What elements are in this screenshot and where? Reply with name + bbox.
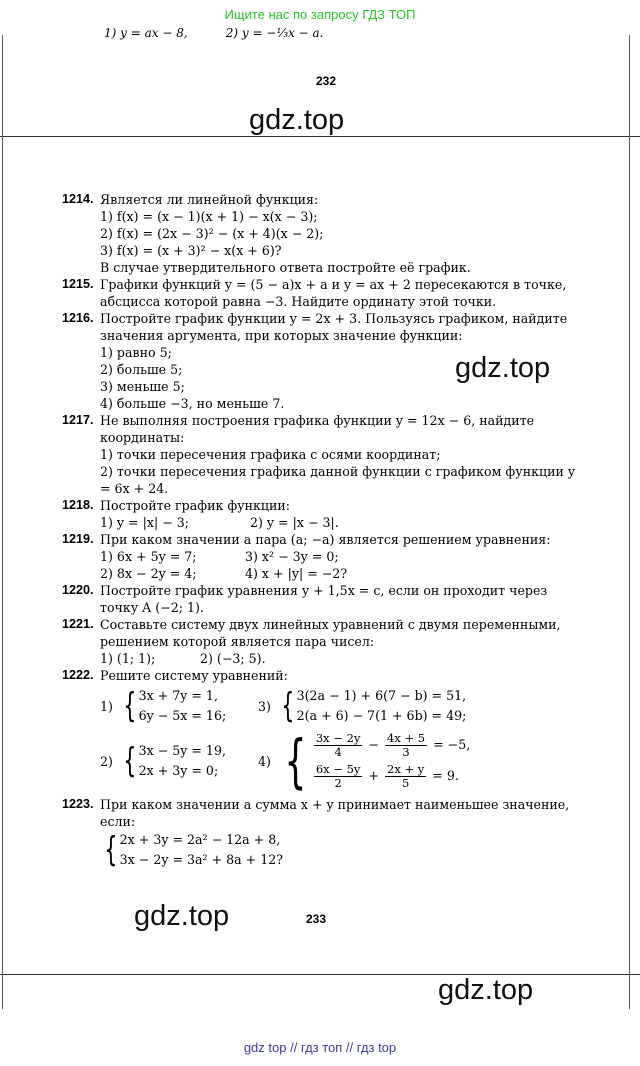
equation-system-2 xyxy=(100,732,258,790)
problem-item: 1) 6x + 5y = 7; xyxy=(100,549,197,564)
problem-text: Не выполняя построения графика функции y = 12x − 6, найдите координаты: xyxy=(100,413,535,445)
denominator: 4 xyxy=(334,745,342,759)
problem-number: 1214. xyxy=(62,192,94,206)
problem-1221 xyxy=(62,616,582,650)
denominator: 2 xyxy=(334,776,342,790)
prev-page-fragment: 1) y = ax − 8, 2) y = −⅓x − a. xyxy=(104,26,324,40)
problem-text: При каком значении a пара (a; −a) является решением уравнения: xyxy=(100,532,551,547)
problem-number: 1216. xyxy=(62,311,94,325)
denominator: 3 xyxy=(402,745,410,759)
equation-rhs: = 9. xyxy=(432,768,459,783)
problem-1223 xyxy=(62,796,582,830)
system-label: 1) xyxy=(100,698,113,714)
brace-icon: { xyxy=(104,830,118,870)
numerator: 3x − 2y xyxy=(315,731,361,745)
problem-item: 2) больше 5; xyxy=(100,362,183,377)
problem-number: 1221. xyxy=(62,617,94,631)
problem-1219 xyxy=(62,531,582,548)
fraction xyxy=(314,763,363,790)
footer-links[interactable]: gdz top // гдз топ // гдз top xyxy=(243,1040,397,1055)
problem-1222 xyxy=(62,667,582,684)
system-equation: 2x + 3y = 2a² − 12a + 8, xyxy=(119,832,281,847)
equation-rhs: = −5, xyxy=(433,737,471,752)
right-border xyxy=(629,35,630,136)
problem-text: Постройте график функции y = 2x + 3. Пользуясь графиком, найдите значения аргумента, при которых значение функции: xyxy=(100,311,568,343)
problem-number: 1215. xyxy=(62,277,94,291)
problem-1214 xyxy=(62,191,582,208)
brace-icon: { xyxy=(123,741,137,781)
problem-1216 xyxy=(62,310,582,344)
system-equation xyxy=(312,732,470,759)
system-lines xyxy=(297,686,467,726)
problem-item: 3) x² − 3y = 0; xyxy=(245,549,339,564)
problem-item: 2) (−3; 5). xyxy=(200,651,266,666)
systems-row-1 xyxy=(62,686,582,726)
left-border-2 xyxy=(2,136,3,976)
operator: + xyxy=(368,768,379,783)
system-lines xyxy=(139,686,227,726)
problem-number: 1219. xyxy=(62,532,94,546)
system-lines xyxy=(312,732,470,790)
page-number: 233 xyxy=(306,912,327,926)
problem-item: 1) равно 5; xyxy=(100,345,172,360)
system-equation: 6y − 5x = 16; xyxy=(138,708,227,723)
problem-text: Решите систему уравнений: xyxy=(100,668,288,683)
problem-item: 1) (1; 1); xyxy=(100,651,156,666)
problem-item: 1) y = |x| − 3; xyxy=(100,515,190,530)
problem-text: При каком значении a сумма x + y принимает наименьшее значение, если: xyxy=(100,797,570,829)
problem-items-row xyxy=(62,514,582,531)
problem-text: Графики функций y = (5 − a)x + a и y = ax + 2 пересекаются в точке, абсцисса которой равна −3. Найдите ординату этой точки. xyxy=(100,277,567,309)
system-equation: 2x + 3y = 0; xyxy=(138,763,219,778)
watermark: gdz.top xyxy=(455,352,551,384)
problem-items-row xyxy=(62,650,582,667)
equation-system-3 xyxy=(258,686,466,726)
fraction xyxy=(385,763,426,790)
system-equation xyxy=(312,763,470,790)
problem-number: 1218. xyxy=(62,498,94,512)
operator: − xyxy=(368,737,379,752)
left-border xyxy=(2,35,3,136)
problem-item: 1) f(x) = (x − 1)(x + 1) − x(x − 3); xyxy=(100,209,318,224)
system-equation: 3x − 5y = 19, xyxy=(138,743,226,758)
problem-item: 4) x + |y| = −2? xyxy=(245,566,348,581)
problem-number: 1217. xyxy=(62,413,94,427)
problem-item: 2) 8x − 2y = 4; xyxy=(100,566,197,581)
watermark: gdz.top xyxy=(134,900,230,932)
numerator: 6x − 5y xyxy=(315,762,361,776)
problem-item: 3) f(x) = (x + 3)² − x(x + 6)? xyxy=(100,243,282,258)
fraction xyxy=(314,732,363,759)
system-equation: 2(a + 6) − 7(1 + 6b) = 49; xyxy=(296,708,467,723)
problem-item: 2) f(x) = (2x − 3)² − (x + 4)(x − 2); xyxy=(100,226,324,241)
fraction xyxy=(385,732,427,759)
system-lines xyxy=(139,741,226,781)
denominator: 5 xyxy=(401,776,410,790)
system-label: 2) xyxy=(100,753,113,769)
equation-system-1223 xyxy=(62,830,582,870)
problem-1215 xyxy=(62,276,582,310)
system-lines xyxy=(120,830,283,870)
problem-text: Является ли линейной функция: xyxy=(100,192,319,207)
system-equation: 3x − 2y = 3a² + 8a + 12? xyxy=(119,852,283,867)
problem-items-row xyxy=(62,565,582,582)
problem-number: 1222. xyxy=(62,668,94,682)
equation-system-1 xyxy=(100,686,258,726)
problem-1220 xyxy=(62,582,582,616)
left-border-3 xyxy=(2,974,3,1009)
problem-1218 xyxy=(62,497,582,514)
brace-icon: { xyxy=(123,686,137,726)
problem-text: Постройте график уравнения y + 1,5x = c, если он проходит через точку A (−2; 1). xyxy=(100,583,548,615)
problem-item: 2) y = |x − 3|. xyxy=(250,515,339,530)
numerator: 2x + y xyxy=(387,762,425,776)
page-number: 232 xyxy=(316,74,337,88)
system-label: 3) xyxy=(258,698,271,714)
problem-item: 3) меньше 5; xyxy=(100,379,185,394)
watermark: gdz.top xyxy=(249,104,345,136)
right-border-3 xyxy=(629,974,630,1009)
brace-icon: { xyxy=(284,727,307,795)
problem-items-row xyxy=(62,548,582,565)
textbook-content xyxy=(62,191,582,870)
right-border-2 xyxy=(629,136,630,976)
problem-item: 1) точки пересечения графика с осями координат; xyxy=(100,447,441,462)
problem-text: Постройте график функции: xyxy=(100,498,291,513)
numerator: 4x + 5 xyxy=(387,731,426,745)
systems-row-2 xyxy=(62,727,582,795)
top-banner[interactable]: Ищите нас по запросу ГДЗ ТОП xyxy=(224,7,416,22)
watermark: gdz.top xyxy=(438,974,534,1006)
problem-number: 1223. xyxy=(62,797,94,811)
problem-item: 2) точки пересечения графика данной функции с графиком функции y = 6x + 24. xyxy=(100,464,575,496)
problem-1217 xyxy=(62,412,582,446)
system-label: 4) xyxy=(258,753,271,769)
brace-icon: { xyxy=(281,686,295,726)
system-equation: 3x + 7y = 1, xyxy=(138,688,218,703)
problem-number: 1220. xyxy=(62,583,94,597)
problem-text: Составьте систему двух линейных уравнений с двумя переменными, решением которой является пара чисел: xyxy=(100,617,561,649)
system-equation: 3(2a − 1) + 6(7 − b) = 51, xyxy=(296,688,467,703)
problem-note: В случае утвердительного ответа постройте её график. xyxy=(100,260,471,275)
problem-item: 4) больше −3, но меньше 7. xyxy=(100,396,285,411)
equation-system-4 xyxy=(258,727,471,795)
page-divider-bottom xyxy=(0,974,640,975)
